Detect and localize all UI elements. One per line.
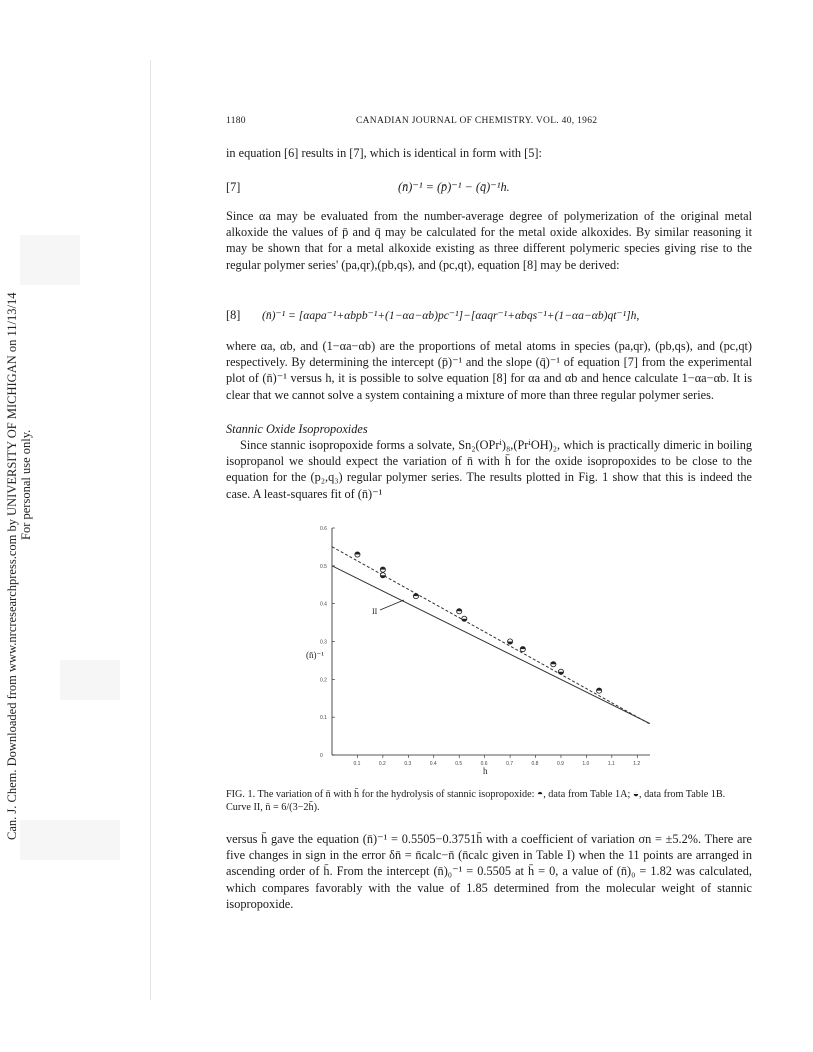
- side-download-note: [2, 200, 42, 840]
- data-point: [507, 639, 512, 644]
- data-point: [413, 594, 418, 599]
- x-tick-label: 1.1: [607, 761, 615, 767]
- eq7-body: (n̄)⁻¹ = (p̄)⁻¹ − (q̄)⁻¹h.: [398, 180, 510, 194]
- y-tick-label: 0: [320, 753, 323, 759]
- data-point: [520, 646, 525, 651]
- eq7-label: [7]: [226, 180, 241, 194]
- x-axis-label: h: [483, 766, 488, 776]
- section-heading: Stannic Oxide Isopropoxides: [226, 422, 368, 436]
- x-tick-label: 0.3: [404, 761, 412, 767]
- curve-ii-pointer: [380, 600, 404, 610]
- running-title: CANADIAN JOURNAL OF CHEMISTRY. VOL. 40, 1962: [356, 116, 598, 126]
- y-tick-label: 0.1: [320, 715, 327, 722]
- data-point: [457, 609, 462, 614]
- x-tick-label: 0.6: [480, 761, 488, 767]
- para-where: where αa, αb, and (1−αa−αb) are the proportions of metal atoms in species (pa,qr), (pb,qs), and (pc,qt) respectively. By determining the intercept (p̄)⁻¹ and the slope (q̄)⁻¹ of equation [7] from the experimental plot of (n̄)⁻¹ versus h, it is possible to solve equation [8] for αa and αb and hence calculate 1−αa−αb. It is clear that we cannot solve a system containing a mixture of more than three regular polymer series.: [226, 339, 752, 402]
- curve-ii-label: II: [372, 607, 378, 616]
- x-tick-label: 0.4: [429, 761, 437, 767]
- eq8-body: (n̄)⁻¹ = [αapa⁻¹+αbpb⁻¹+(1−αa−αb)pc⁻¹]−[αaqr⁻¹+αbqs⁻¹+(1−αa−αb)qt⁻¹]h,: [262, 309, 640, 322]
- scan-noise: [60, 660, 120, 700]
- x-tick-label: 1.0: [582, 761, 590, 767]
- margin-rule: [150, 60, 151, 1000]
- side-note-line2: For personal use only.: [19, 429, 33, 540]
- data-point: [380, 573, 385, 578]
- x-tick-label: 0.7: [506, 761, 514, 767]
- x-tick-label: 0.8: [531, 761, 539, 767]
- y-tick-label: 0.5: [320, 563, 327, 570]
- y-axis-label: (n̄)⁻¹: [306, 650, 324, 660]
- para-versus: versus h̄ gave the equation (n̄)⁻¹ = 0.5505−0.3751h̄ with a coefficient of variation σn = ±5.2%. There are five changes in sign in the error δn̄ = n̄calc−n̄ (n̄calc given in Table I) when the 11 points are arranged in ascending order of h̄. From the intercept (n̄)₀⁻¹ = 0.5505 at h̄ = 0, a value of (n̄)₀ = 1.82 was calculated, which compares favorably with the value of 1.85 determined from the molecular weight of stannic isopropoxide.: [226, 832, 752, 911]
- figure-1: [300, 520, 660, 790]
- x-tick-label: 0.1: [353, 761, 361, 767]
- least-squares-line: [332, 547, 650, 724]
- data-point: [558, 669, 563, 674]
- data-point: [355, 552, 360, 557]
- y-tick-label: 0.3: [320, 639, 327, 646]
- figure-caption: FIG. 1. The variation of n̄ with h̄ for the hydrolysis of stannic isopropoxide: ◓, data from Table 1A; ◒, data from Table 1B. Curve II, n̄ = 6/(3−2h̄).: [226, 789, 726, 813]
- data-point: [597, 688, 602, 693]
- para-stannic: Since stannic isopropoxide forms a solvate, Sn₂(OPrⁱ)₈,(PrⁱOH)₂, which is practically dimeric in boiling isopropanol we should expect the variation of n̄ with h̄ for the oxide isopropoxides to be close to the equation for the (p₂,q₃) regular polymer series. The results plotted in Fig. 1 show that this is indeed the case. A least-squares fit of (n̄)⁻¹: [226, 438, 752, 501]
- figure-1-chart: [300, 520, 660, 790]
- page-number: 1180: [226, 116, 246, 126]
- eq8-label: [8]: [226, 308, 241, 322]
- y-tick-label: 0.6: [320, 526, 327, 532]
- side-note-line1: Can. J. Chem. Downloaded from www.nrcresearchpress.com by UNIVERSITY OF MICHIGAN on 11/13/14: [5, 292, 19, 840]
- curve-ii-line: [332, 566, 650, 724]
- data-point: [380, 567, 385, 572]
- x-tick-label: 0.9: [556, 761, 564, 767]
- data-point: [462, 616, 467, 621]
- para-since: Since αa may be evaluated from the number-average degree of polymerization of the original metal alkoxide the values of p̄ and q̄ may be calculated for the metal oxide alkoxides. By similar reasoning it may be shown that for a metal alkoxide existing as three different polymeric species giving rise to the regular polymer series' (pa,qr),(pb,qs), and (pc,qt), equation [8] may be derived:: [226, 209, 752, 272]
- data-point: [551, 662, 556, 667]
- x-tick-label: 0.5: [455, 761, 463, 767]
- para-intro: in equation [6] results in [7], which is identical in form with [5]:: [226, 146, 542, 160]
- x-tick-label: 0.2: [378, 761, 386, 767]
- y-tick-label: 0.2: [320, 677, 327, 684]
- x-tick-label: 1.2: [633, 761, 641, 767]
- y-tick-label: 0.4: [320, 601, 327, 608]
